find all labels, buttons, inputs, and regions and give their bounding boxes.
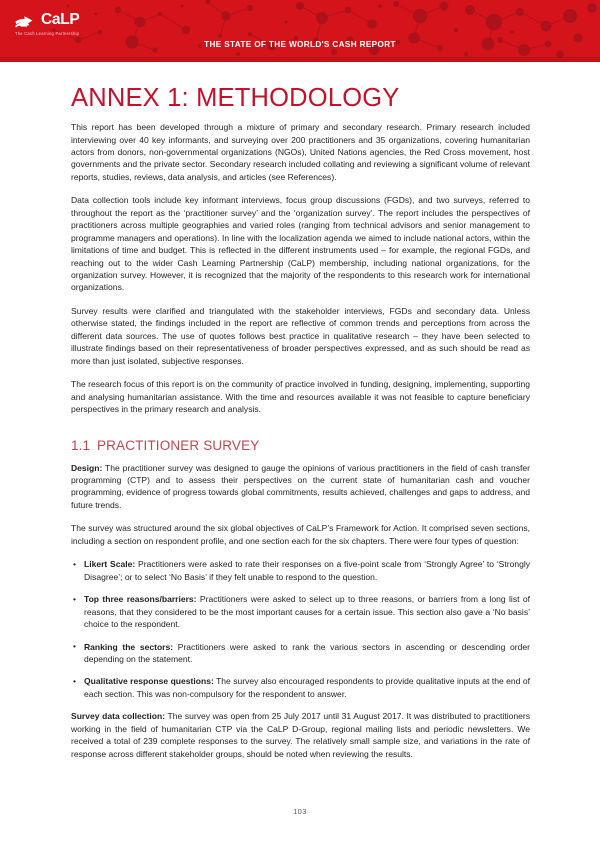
molecular-pattern-decoration [0,0,600,62]
intro-paragraph-2: Data collection tools include key informant interviews, focus group discussions (FGDs), and two surveys, referred to throughout the report as the ‘practitioner survey’ and the ‘organization survey’. The report includes the perspectives of practitioners across multiple geographies and varied roles (ranging from technical advisors and senior management to programme managers and operations). In line with the localization agenda we aimed to include national actors, within the limitations of time and budget. This is reflected in the different instruments used – for example, the regional FGDs, and reaching out to the wider Cash Learning Partnership (CaLP) membership, including national organizations, for the organization survey. However, it is recognized that the majority of the respondents to this research work for international organizations. [71,195,530,293]
collection-text: The survey was open from 25 July 2017 until 31 August 2017. It was distributed to practitioners working in the field of humanitarian CTP via the CaLP D-Group, regional mailing lists and periodic newsletters. We received a total of 239 complete responses to the survey. The relatively small sample size, and variations in the rate of response across different stakeholder groups, should be noted when reviewing the results. [71,711,530,759]
question-type-text: The survey also encouraged respondents to provide qualitative inputs at the end of each section. This was non-compulsory for the respondent to answer. [84,676,530,699]
question-type-text: Practitioners were asked to rate their responses on a five-point scale from ‘Strongly Agree’ to ‘Strongly Disagree’; or to select ‘No Basis’ if they felt unable to respond to the question. [84,559,530,582]
running-header-title: THE STATE OF THE WORLD'S CASH REPORT [204,40,396,49]
intro-paragraph-1: This report has been developed through a mixture of primary and secondary research. Primary research included interviewing over 40 key informants, and surveying over 200 practitioners and 35 organizations, covering humanitarian actors from donors, non-governmental organizations (NGOs), United Nations agencies, the Red Cross movement, host governments and the private sector. Secondary research included collating and reviewing a significant volume of relevant reports, studies, reviews, data analysis, and articles (see References). [71,122,530,182]
intro-paragraph-3: Survey results were clarified and triangulated with the stakeholder interviews, FGDs and secondary data. Unless otherwise stated, the findings included in the report are reflective of common trends and perceptions from across the different data sources. The use of quotes follows best practice in qualitative research – they have been selected to illustrate findings based on their representativeness of broader perspectives expressed, and as such should be read as more than just isolated, subjective responses. [71,305,530,366]
hand-arrow-logo-icon [14,12,40,30]
calp-logo[interactable] [14,11,86,41]
question-types-list [71,558,530,700]
survey-data-collection-paragraph [71,710,530,760]
survey-structure-paragraph: The survey was structured around the six global objectives of CaLP’s Framework for Action. It comprised seven sections, including a section on respondent profile, and one section each for the six chapters. There were four types of question: [71,523,530,546]
design-text: The practitioner survey was designed to gauge the opinions of various practitioners in the field of cash transfer programming (CTP) and to assess their perspectives on the current state of humanitarian cash and voucher programming, evidence of progress towards global commitments, results achieved, challenges and gaps to address, and future trends. [71,462,530,510]
question-type-label: Ranking the sectors: [84,641,174,652]
logo-wordmark: CaLP [41,11,80,28]
list-item [71,558,530,583]
section-number: 1.1 [71,437,91,453]
question-type-text: Practitioners were asked to select up to three reasons, or barriers from a long list of reasons, that they considered to be the most important causes for a certain issue. This section also gave a ‘No basis’ choice to the respondent. [84,594,530,630]
section-heading-label: PRACTITIONER SURVEY [97,437,260,453]
content-column [71,62,530,771]
logo-tagline: The Cash Learning Partnership [15,31,80,36]
collection-label: Survey data collection: [71,711,166,722]
page-number: 103 [293,807,307,816]
intro-paragraph-4: The research focus of this report is on the community of practice involved in funding, designing, implementing, supporting and analysing humanitarian assistance. With the time and resources available it was not feasible to capture beneficiary perspectives in the primary research and analysis. [71,379,530,415]
question-type-label: Top three reasons/barriers: [84,594,197,605]
page-title: ANNEX 1: METHODOLOGY [71,84,400,112]
page-body [0,62,600,848]
list-item [71,593,530,630]
page-header-banner [0,0,600,62]
section-heading-1-1 [71,438,530,453]
design-label: Design: [71,462,103,473]
question-type-label: Qualitative response questions: [84,676,214,687]
list-item [71,675,530,700]
question-type-label: Likert Scale: [84,559,136,570]
question-type-text: Practitioners were asked to rank the various sectors in ascending or descending order depending on the statement. [84,641,530,664]
list-item [71,641,530,666]
design-paragraph [71,462,530,512]
